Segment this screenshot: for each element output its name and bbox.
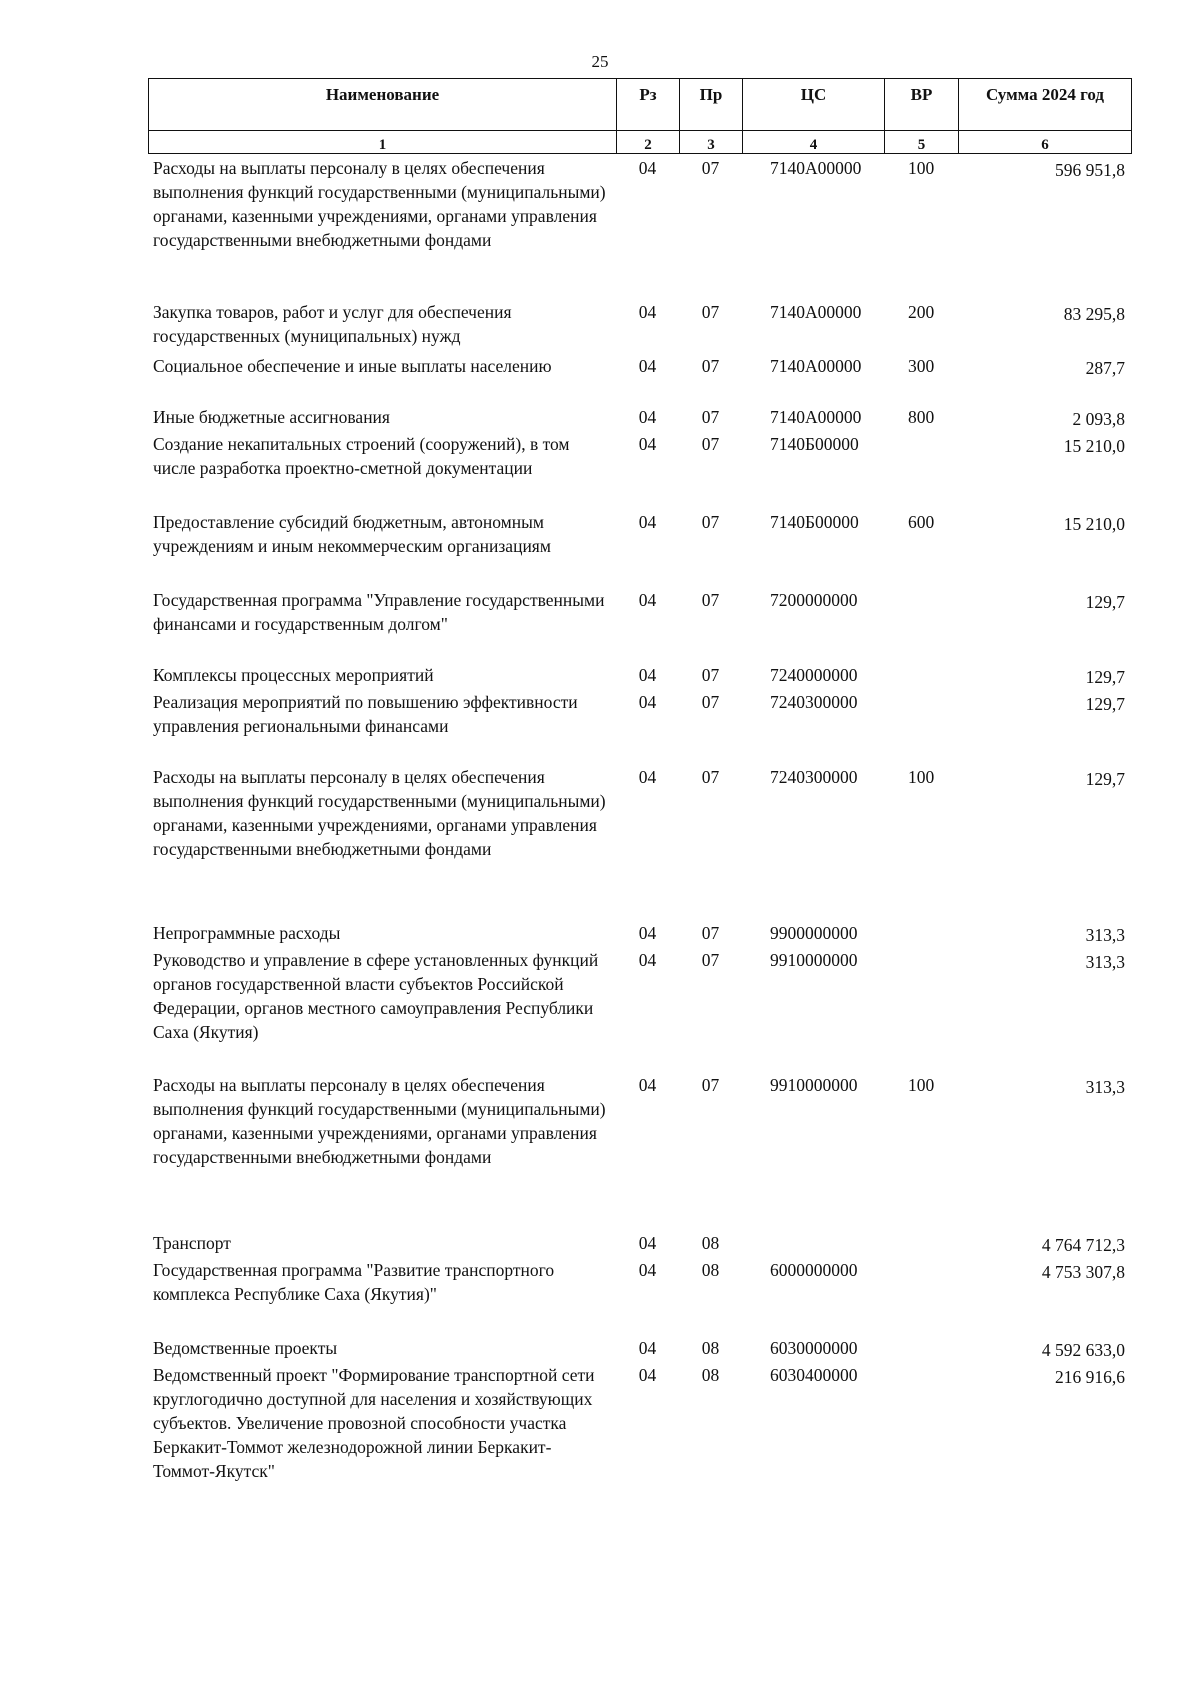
row-pr: 07 [701, 302, 720, 322]
row-cs: 9910000000 [770, 950, 858, 970]
row-cs: 7140Б00000 [770, 512, 859, 532]
row-pr: 07 [701, 407, 720, 427]
column-number: 5 [885, 131, 959, 154]
table-row [148, 1073, 1131, 1231]
row-vr [884, 1363, 958, 1493]
row-vr [884, 1231, 958, 1258]
row-pr: 08 [701, 1365, 720, 1385]
table-row [148, 1336, 1131, 1363]
row-vr: 800 [908, 407, 935, 427]
header-sum: Сумма 2024 год [959, 79, 1132, 131]
row-name: Ведомственные проекты [153, 1338, 338, 1358]
table-row [148, 300, 1131, 354]
row-cs: 6030400000 [770, 1365, 858, 1385]
table-header [148, 78, 1132, 154]
row-pr: 08 [701, 1338, 720, 1358]
row-name: Транспорт [153, 1233, 231, 1253]
row-rz: 04 [638, 1365, 657, 1385]
row-name: Расходы на выплаты персоналу в целях обеспечения выполнения функций государственными (муниципальными) органами, казенными учреждениями, органами управления государственными внебюджетными фондами [153, 767, 606, 859]
row-rz: 04 [638, 356, 657, 376]
row-vr: 200 [908, 302, 935, 322]
row-vr [884, 1336, 958, 1363]
header-rz: Рз [617, 79, 680, 131]
header-name: Наименование [149, 79, 617, 131]
header-cs: ЦС [743, 79, 885, 131]
row-sum: 15 210,0 [1063, 436, 1125, 456]
row-name: Государственная программа "Управление государственными финансами и государственным долгом" [153, 590, 605, 634]
row-pr: 07 [701, 923, 720, 943]
table-row [148, 921, 1131, 948]
row-pr: 07 [701, 158, 720, 178]
table-row [148, 588, 1131, 663]
budget-table [148, 156, 1131, 1493]
row-rz: 04 [638, 1233, 657, 1253]
header-pr: Пр [680, 79, 743, 131]
row-sum: 83 295,8 [1063, 304, 1125, 324]
row-vr: 100 [908, 767, 935, 787]
row-pr: 07 [701, 767, 720, 787]
column-number-row [149, 131, 1132, 154]
column-number: 3 [680, 131, 743, 154]
row-name: Государственная программа "Развитие транспортного комплекса Республике Саха (Якутия)" [153, 1260, 555, 1304]
row-rz: 04 [638, 1260, 657, 1280]
row-rz: 04 [638, 1075, 657, 1095]
row-sum: 2 093,8 [1072, 409, 1125, 429]
row-cs: 7140А00000 [770, 158, 862, 178]
row-cs: 7240300000 [770, 692, 858, 712]
row-rz: 04 [638, 767, 657, 787]
row-name: Создание некапитальных строений (сооружений), в том числе разработка проектно-сметной документации [153, 434, 570, 478]
row-vr: 100 [908, 158, 935, 178]
row-sum: 129,7 [1085, 667, 1125, 687]
row-vr: 600 [908, 512, 935, 532]
row-rz: 04 [638, 158, 657, 178]
row-sum: 4 592 633,0 [1041, 1340, 1125, 1360]
row-name: Социальное обеспечение и иные выплаты населению [153, 356, 552, 376]
page-number: 25 [591, 52, 609, 71]
row-sum: 313,3 [1085, 1077, 1125, 1097]
row-name: Иные бюджетные ассигнования [153, 407, 390, 427]
row-pr: 07 [701, 692, 720, 712]
row-vr: 300 [908, 356, 935, 376]
row-sum: 313,3 [1085, 952, 1125, 972]
row-pr: 08 [701, 1260, 720, 1280]
row-pr: 07 [701, 512, 720, 532]
row-name: Ведомственный проект "Формирование транспортной сети круглогодично доступной для населения и хозяйствующих субъектов. Увеличение провозной способности участка Беркакит-Томмот железнодорожной линии Беркакит-Томмот-Якутск" [153, 1365, 595, 1481]
row-vr [884, 432, 958, 510]
row-cs: 7140А00000 [770, 356, 862, 376]
row-rz: 04 [638, 434, 657, 454]
row-cs: 7140А00000 [770, 302, 862, 322]
row-rz: 04 [638, 1338, 657, 1358]
column-number: 6 [959, 131, 1132, 154]
row-pr: 07 [701, 434, 720, 454]
header-row [149, 79, 1132, 131]
row-sum: 287,7 [1085, 358, 1125, 378]
table-row [148, 1231, 1131, 1258]
row-rz: 04 [638, 590, 657, 610]
row-pr: 08 [701, 1233, 720, 1253]
column-number: 4 [743, 131, 885, 154]
row-cs: 9910000000 [770, 1075, 858, 1095]
table-row [148, 690, 1131, 765]
table-row [148, 405, 1131, 432]
row-vr [884, 663, 958, 690]
row-rz: 04 [638, 665, 657, 685]
row-sum: 4 764 712,3 [1041, 1235, 1125, 1255]
row-vr [884, 948, 958, 1073]
table-row [148, 765, 1131, 921]
table-row [148, 1363, 1131, 1493]
row-pr: 07 [701, 665, 720, 685]
row-sum: 129,7 [1085, 769, 1125, 789]
row-sum: 129,7 [1085, 694, 1125, 714]
row-rz: 04 [638, 407, 657, 427]
row-cs: 7140А00000 [770, 407, 862, 427]
row-pr: 07 [701, 590, 720, 610]
row-cs: 7140Б00000 [770, 434, 859, 454]
row-sum: 216 916,6 [1055, 1367, 1125, 1387]
row-name: Комплексы процессных мероприятий [153, 665, 434, 685]
row-rz: 04 [638, 692, 657, 712]
row-name: Непрограммные расходы [153, 923, 341, 943]
row-sum: 313,3 [1085, 925, 1125, 945]
row-name: Расходы на выплаты персоналу в целях обеспечения выполнения функций государственными (муниципальными) органами, казенными учреждениями, органами управления государственными внебюджетными фондами [153, 158, 606, 250]
row-sum: 4 753 307,8 [1041, 1262, 1125, 1282]
row-sum: 129,7 [1085, 592, 1125, 612]
row-vr [884, 690, 958, 765]
row-cs: 9900000000 [770, 923, 858, 943]
row-cs: 6000000000 [770, 1260, 858, 1280]
row-cs: 7240000000 [770, 665, 858, 685]
row-rz: 04 [638, 923, 657, 943]
row-name: Расходы на выплаты персоналу в целях обеспечения выполнения функций государственными (муниципальными) органами, казенными учреждениями, органами управления государственными внебюджетными фондами [153, 1075, 606, 1167]
row-cs: 6030000000 [770, 1338, 858, 1358]
column-number: 2 [617, 131, 680, 154]
row-name: Руководство и управление в сфере установленных функций органов государственной власти субъектов Российской Федерации, органов местного самоуправления Республики Саха (Якутия) [153, 950, 599, 1042]
table-row [148, 354, 1131, 405]
row-name: Реализация мероприятий по повышению эффективности управления региональными финансами [153, 692, 578, 736]
row-name: Предоставление субсидий бюджетным, автономным учреждениям и иным некоммерческим организациям [153, 512, 551, 556]
row-cs: 7200000000 [770, 590, 858, 610]
row-sum: 596 951,8 [1055, 160, 1125, 180]
row-pr: 07 [701, 1075, 720, 1095]
row-vr [884, 921, 958, 948]
table-row [148, 432, 1131, 510]
table-row [148, 948, 1131, 1073]
row-pr: 07 [701, 950, 720, 970]
row-vr: 100 [908, 1075, 935, 1095]
table-row [148, 663, 1131, 690]
row-rz: 04 [638, 512, 657, 532]
table-row [148, 156, 1131, 300]
row-vr [884, 588, 958, 663]
row-rz: 04 [638, 302, 657, 322]
table-row [148, 510, 1131, 588]
table-row [148, 1258, 1131, 1336]
row-sum: 15 210,0 [1063, 514, 1125, 534]
column-number: 1 [149, 131, 617, 154]
row-cs [742, 1231, 884, 1258]
row-pr: 07 [701, 356, 720, 376]
header-vr: ВР [885, 79, 959, 131]
row-vr [884, 1258, 958, 1336]
row-rz: 04 [638, 950, 657, 970]
row-name: Закупка товаров, работ и услуг для обеспечения государственных (муниципальных) нужд [153, 302, 512, 346]
row-cs: 7240300000 [770, 767, 858, 787]
